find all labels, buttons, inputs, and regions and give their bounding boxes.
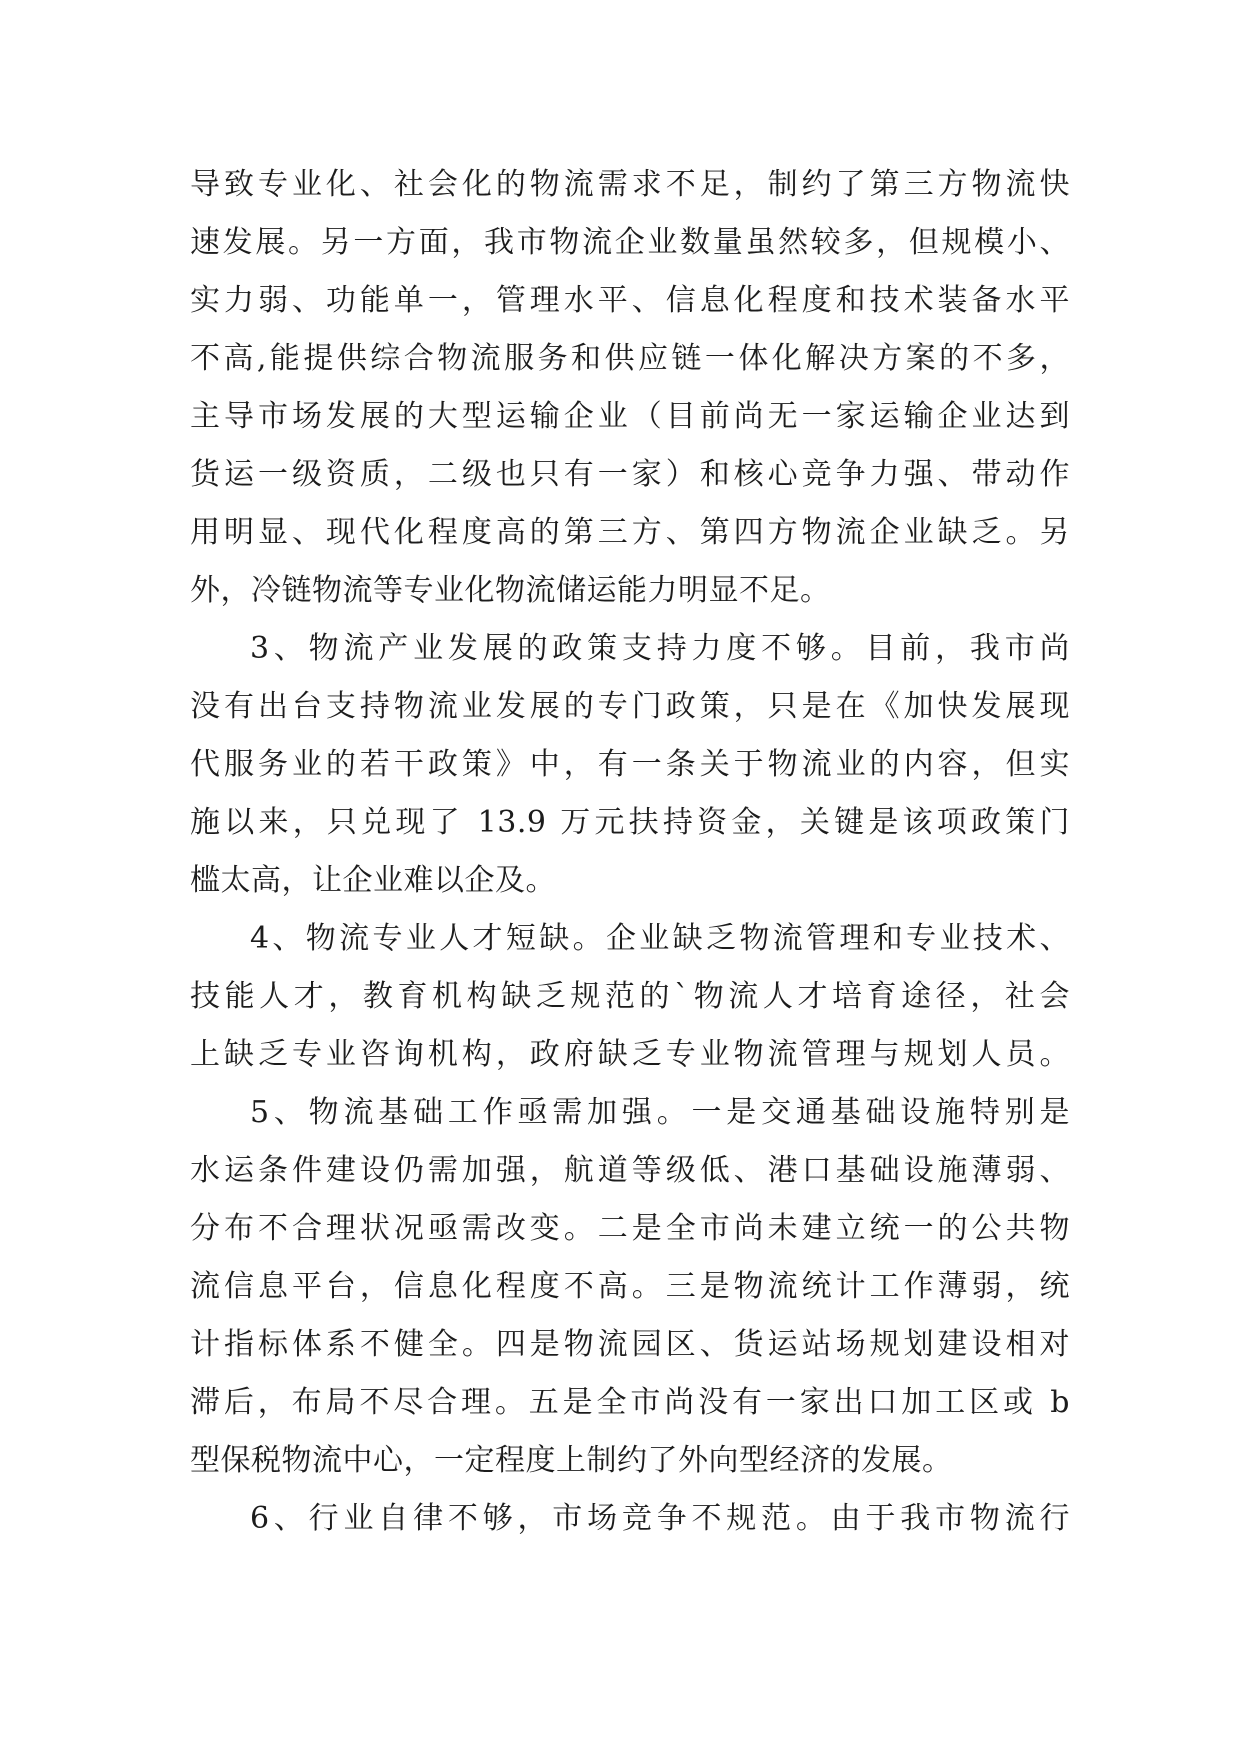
text-line: 3、物流产业发展的政策支持力度不够。目前，我市尚 bbox=[250, 631, 1070, 666]
text-line: 外，冷链物流等专业化物流储运能力明显不足。 bbox=[190, 573, 831, 608]
text-line: 分布不合理状况亟需改变。二是全市尚未建立统一的公共物 bbox=[190, 1211, 1070, 1246]
body-text bbox=[190, 156, 1070, 1548]
text-line: 滞后，布局不尽合理。五是全市尚没有一家出口加工区或 b bbox=[190, 1385, 1070, 1420]
text-line: 实力弱、功能单一，管理水平、信息化程度和技术装备水平 bbox=[190, 283, 1070, 318]
text-line: 货运一级资质，二级也只有一家）和核心竞争力强、带动作 bbox=[190, 457, 1070, 492]
text-line: 技能人才，教育机构缺乏规范的`物流人才培育途径，社会 bbox=[190, 979, 1070, 1014]
text-line: 5、物流基础工作亟需加强。一是交通基础设施特别是 bbox=[250, 1095, 1070, 1130]
text-line: 主导市场发展的大型运输企业（目前尚无一家运输企业达到 bbox=[190, 399, 1070, 434]
text-line: 不高,能提供综合物流服务和供应链一体化解决方案的不多， bbox=[190, 341, 1070, 376]
text-line: 没有出台支持物流业发展的专门政策，只是在《加快发展现 bbox=[190, 689, 1070, 724]
text-line: 槛太高，让企业难以企及。 bbox=[190, 863, 556, 898]
text-line: 4、物流专业人才短缺。企业缺乏物流管理和专业技术、 bbox=[250, 921, 1070, 956]
text-line: 导致专业化、社会化的物流需求不足，制约了第三方物流快 bbox=[190, 167, 1070, 202]
text-line: 用明显、现代化程度高的第三方、第四方物流企业缺乏。另 bbox=[190, 515, 1070, 550]
text-line: 6、行业自律不够，市场竞争不规范。由于我市物流行 bbox=[250, 1501, 1070, 1536]
text-line: 上缺乏专业咨询机构，政府缺乏专业物流管理与规划人员。 bbox=[190, 1037, 1070, 1072]
text-line: 代服务业的若干政策》中，有一条关于物流业的内容，但实 bbox=[190, 747, 1070, 782]
text-line: 水运条件建设仍需加强，航道等级低、港口基础设施薄弱、 bbox=[190, 1153, 1070, 1188]
text-line: 速发展。另一方面，我市物流企业数量虽然较多，但规模小、 bbox=[190, 225, 1070, 260]
text-line: 计指标体系不健全。四是物流园区、货运站场规划建设相对 bbox=[190, 1327, 1070, 1362]
text-line: 施以来，只兑现了 13.9 万元扶持资金，关键是该项政策门 bbox=[190, 805, 1070, 840]
text-line: 型保税物流中心，一定程度上制约了外向型经济的发展。 bbox=[190, 1443, 953, 1478]
text-line: 流信息平台，信息化程度不高。三是物流统计工作薄弱，统 bbox=[190, 1269, 1070, 1304]
